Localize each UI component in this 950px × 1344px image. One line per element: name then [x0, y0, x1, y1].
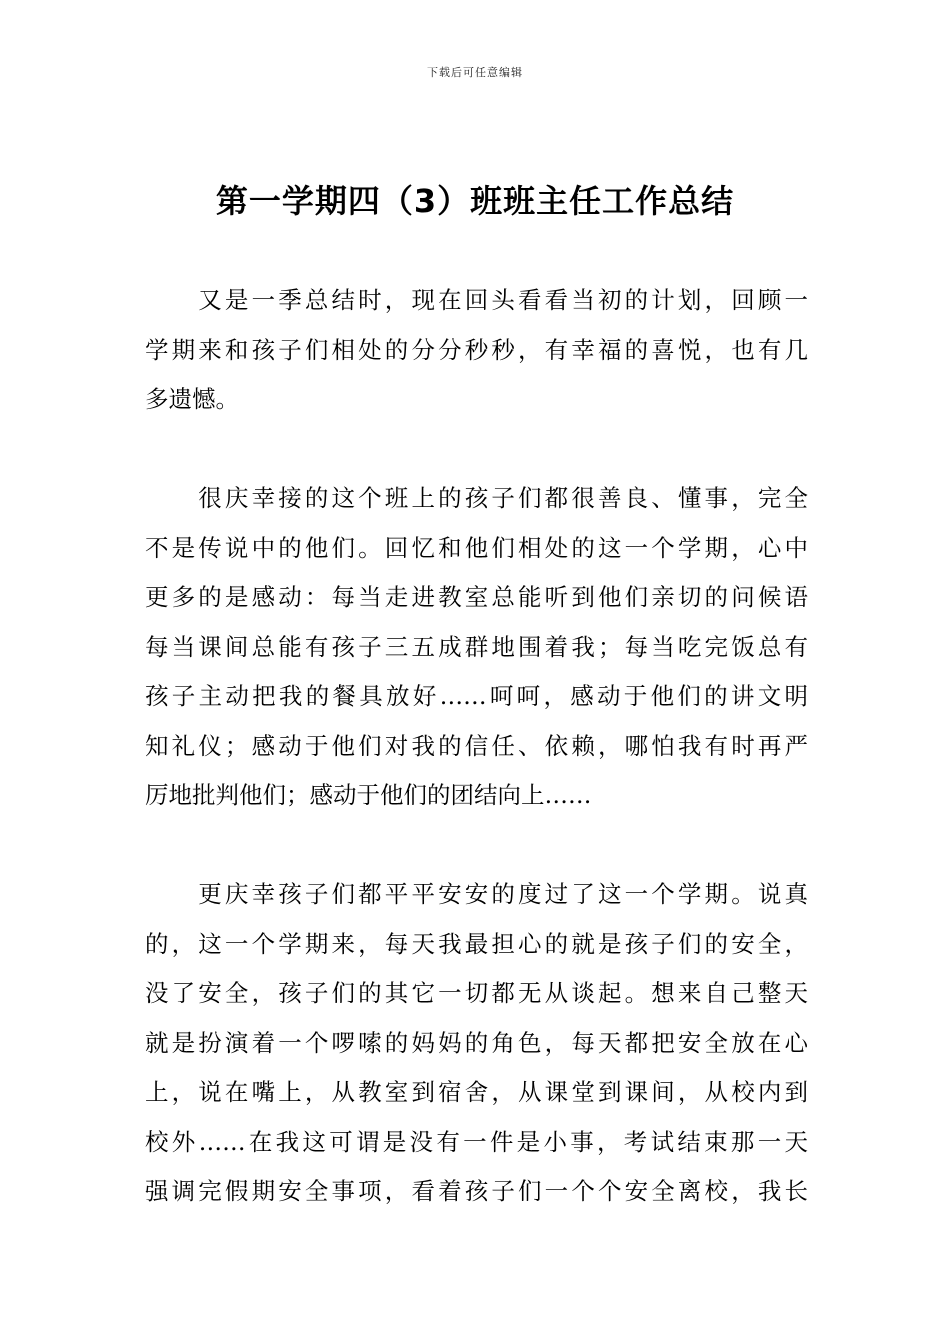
- paragraph-line: 孩子主动把我的餐具放好……呵呵，感动于他们的讲文明: [145, 682, 808, 710]
- paragraph-intro: [145, 276, 808, 425]
- paragraph-line: 厉地批判他们；感动于他们的团结向上……: [145, 781, 592, 809]
- paragraph-line: 没了安全，孩子们的其它一切都无从谈起。想来自己整天: [145, 979, 808, 1007]
- paragraph-line: 校外……在我这可谓是没有一件是小事，考试结束那一天: [145, 1127, 808, 1156]
- document-title: 第一学期四（3）班班主任工作总结: [215, 182, 735, 220]
- header-note: 下载后可任意编辑: [427, 66, 523, 79]
- paragraph-line: 每当课间总能有孩子三五成群地围着我；每当吃完饭总有: [145, 632, 808, 661]
- paragraph-line: 知礼仪；感动于他们对我的信任、依赖，哪怕我有时再严: [145, 731, 808, 760]
- paragraph-line: 强调完假期安全事项，看着孩子们一个个安全离校，我长: [145, 1177, 808, 1205]
- paragraph-line: 不是传说中的他们。回忆和他们相处的这一个学期，心中: [145, 533, 808, 562]
- paragraph-line: 上，说在嘴上，从教室到宿舍，从课堂到课间，从校内到: [145, 1078, 808, 1106]
- paragraph-line: 就是扮演着一个啰嗦的妈妈的角色，每天都把安全放在心: [145, 1028, 808, 1057]
- paragraph-line: 多遗憾。: [145, 385, 239, 413]
- paragraph-line: 学期来和孩子们相处的分分秒秒，有幸福的喜悦，也有几: [145, 335, 808, 364]
- paragraph-safety: [145, 870, 808, 1217]
- paragraph-line: 更庆幸孩子们都平平安安的度过了这一个学期。说真: [145, 880, 808, 908]
- paragraph-line: 很庆幸接的这个班上的孩子们都很善良、懂事，完全: [145, 484, 808, 512]
- paragraph-gratitude: [145, 474, 808, 821]
- paragraph-line: 更多的是感动：每当走进教室总能听到他们亲切的问候语: [145, 583, 808, 611]
- paragraph-line: 又是一季总结时，现在回头看看当初的计划，回顾一: [145, 286, 808, 314]
- paragraph-line: 的，这一个学期来，每天我最担心的就是孩子们的安全，: [145, 929, 808, 958]
